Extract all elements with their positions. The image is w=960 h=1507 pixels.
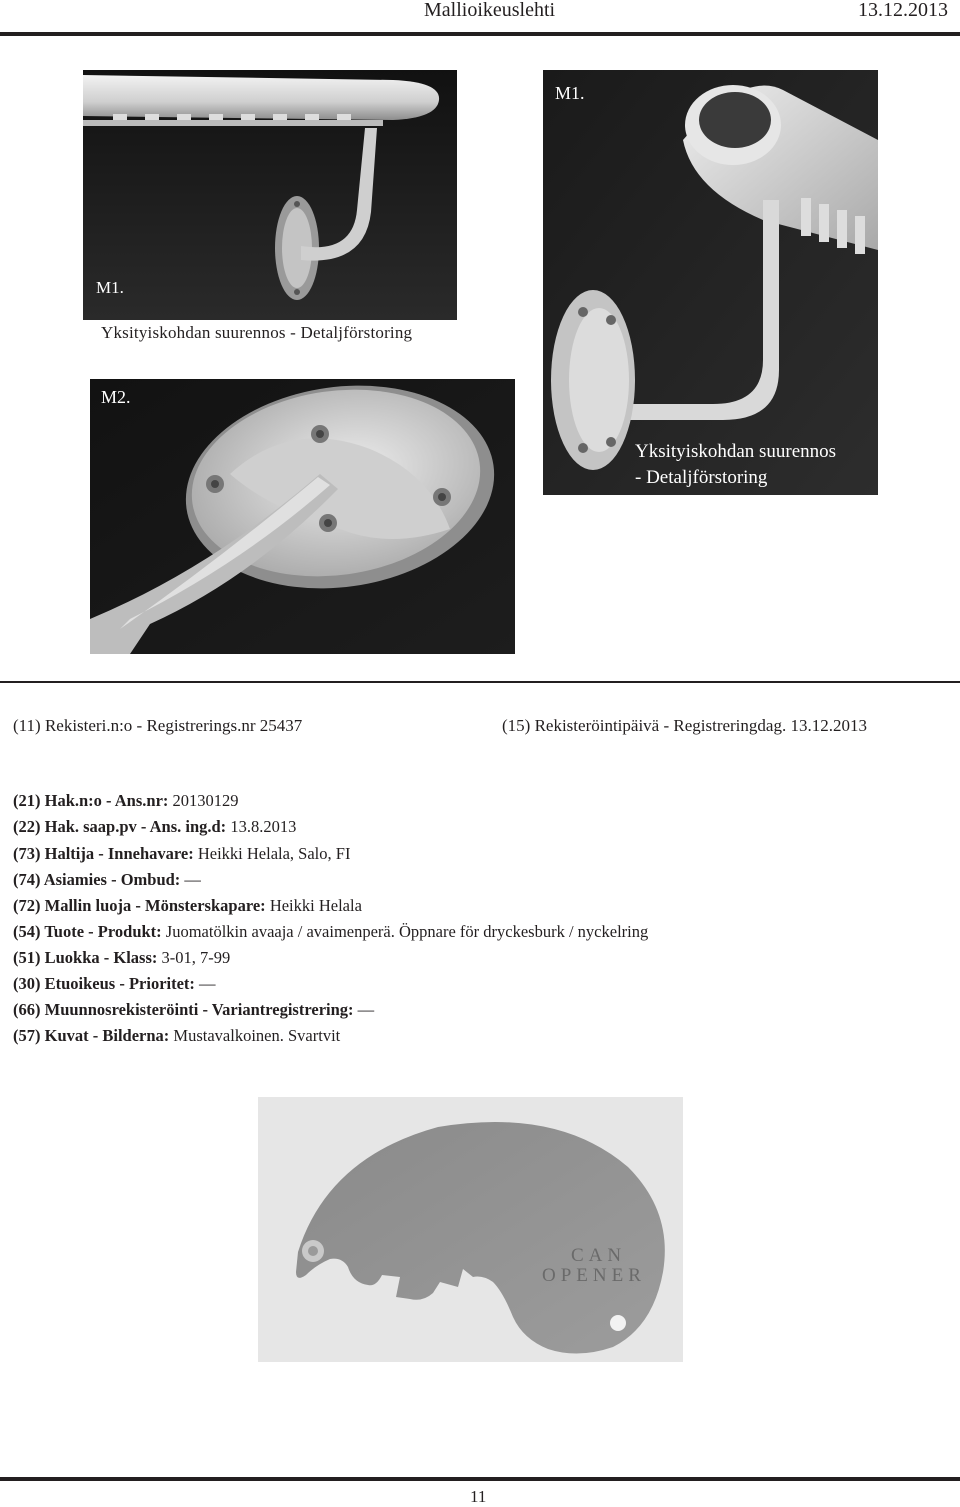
field-label: (73) Haltija - Innehavare: bbox=[13, 844, 194, 863]
field-value: Juomatölkin avaaja / avaimenperä. Öppnare för dryckesburk / nyckelring bbox=[165, 922, 649, 941]
footer-rule bbox=[0, 1477, 960, 1481]
field-images bbox=[13, 1023, 340, 1049]
figure-m1-detail-caption-line2: - Detaljförstoring bbox=[635, 467, 768, 488]
field-value: Heikki Helala, Salo, FI bbox=[197, 844, 351, 863]
field-label: (74) Asiamies - Ombud: bbox=[13, 870, 181, 889]
field-variant-registration bbox=[13, 997, 374, 1023]
figure-m2-photo bbox=[90, 379, 515, 654]
field-holder bbox=[13, 841, 350, 867]
registration-number: (11) Rekisteri.n:o - Registrerings.nr 25437 bbox=[13, 716, 303, 735]
field-label: (72) Mallin luoja - Mönsterskapare: bbox=[13, 896, 266, 915]
field-filing-date bbox=[13, 814, 296, 840]
field-value: — bbox=[199, 974, 216, 993]
figure-m1-label: M1. bbox=[96, 278, 124, 297]
field-priority bbox=[13, 971, 216, 997]
field-value: — bbox=[184, 870, 201, 889]
field-value: Mustavalkoinen. Svartvit bbox=[173, 1026, 341, 1045]
figure-m1-detail-photo bbox=[543, 70, 878, 495]
field-application-number bbox=[13, 788, 239, 814]
registration-date: (15) Rekisteröintipäivä - Registreringdag. 13.12.2013 bbox=[502, 716, 867, 735]
field-label: (30) Etuoikeus - Prioritet: bbox=[13, 974, 195, 993]
field-label: (21) Hak.n:o - Ans.nr: bbox=[13, 791, 169, 810]
section-rule bbox=[0, 681, 960, 683]
field-label: (54) Tuote - Produkt: bbox=[13, 922, 162, 941]
figure-m1-detail-label: M1. bbox=[555, 83, 585, 103]
figure-m2-label: M2. bbox=[101, 387, 131, 407]
field-value: 20130129 bbox=[172, 791, 239, 810]
field-value: Heikki Helala bbox=[269, 896, 362, 915]
can-opener-photo bbox=[258, 1097, 683, 1362]
field-label: (22) Hak. saap.pv - Ans. ing.d: bbox=[13, 817, 227, 836]
field-value: 3-01, 7-99 bbox=[161, 948, 231, 967]
figure-m1-caption: Yksityiskohdan suurennos - Detaljförstoring bbox=[101, 323, 413, 342]
figure-m1-detail-caption-line1: Yksityiskohdan suurennos bbox=[635, 441, 837, 462]
field-agent bbox=[13, 867, 201, 893]
field-class bbox=[13, 945, 230, 971]
field-value: — bbox=[357, 1000, 375, 1019]
figure-m1-photo bbox=[83, 70, 457, 320]
field-product bbox=[13, 919, 648, 945]
journal-title: Mallioikeuslehti bbox=[424, 0, 556, 21]
field-label: (66) Muunnosrekisteröinti - Variantregistrering: bbox=[13, 1000, 354, 1019]
field-label: (57) Kuvat - Bilderna: bbox=[13, 1026, 170, 1045]
engraving-opener: OPENER bbox=[542, 1265, 646, 1286]
issue-date: 13.12.2013 bbox=[858, 0, 948, 21]
field-value: 13.8.2013 bbox=[230, 817, 297, 836]
field-designer bbox=[13, 893, 362, 919]
field-label: (51) Luokka - Klass: bbox=[13, 948, 158, 967]
engraving-can: CAN bbox=[571, 1245, 627, 1266]
header-rule bbox=[0, 32, 960, 36]
page-number: 11 bbox=[470, 1487, 487, 1506]
